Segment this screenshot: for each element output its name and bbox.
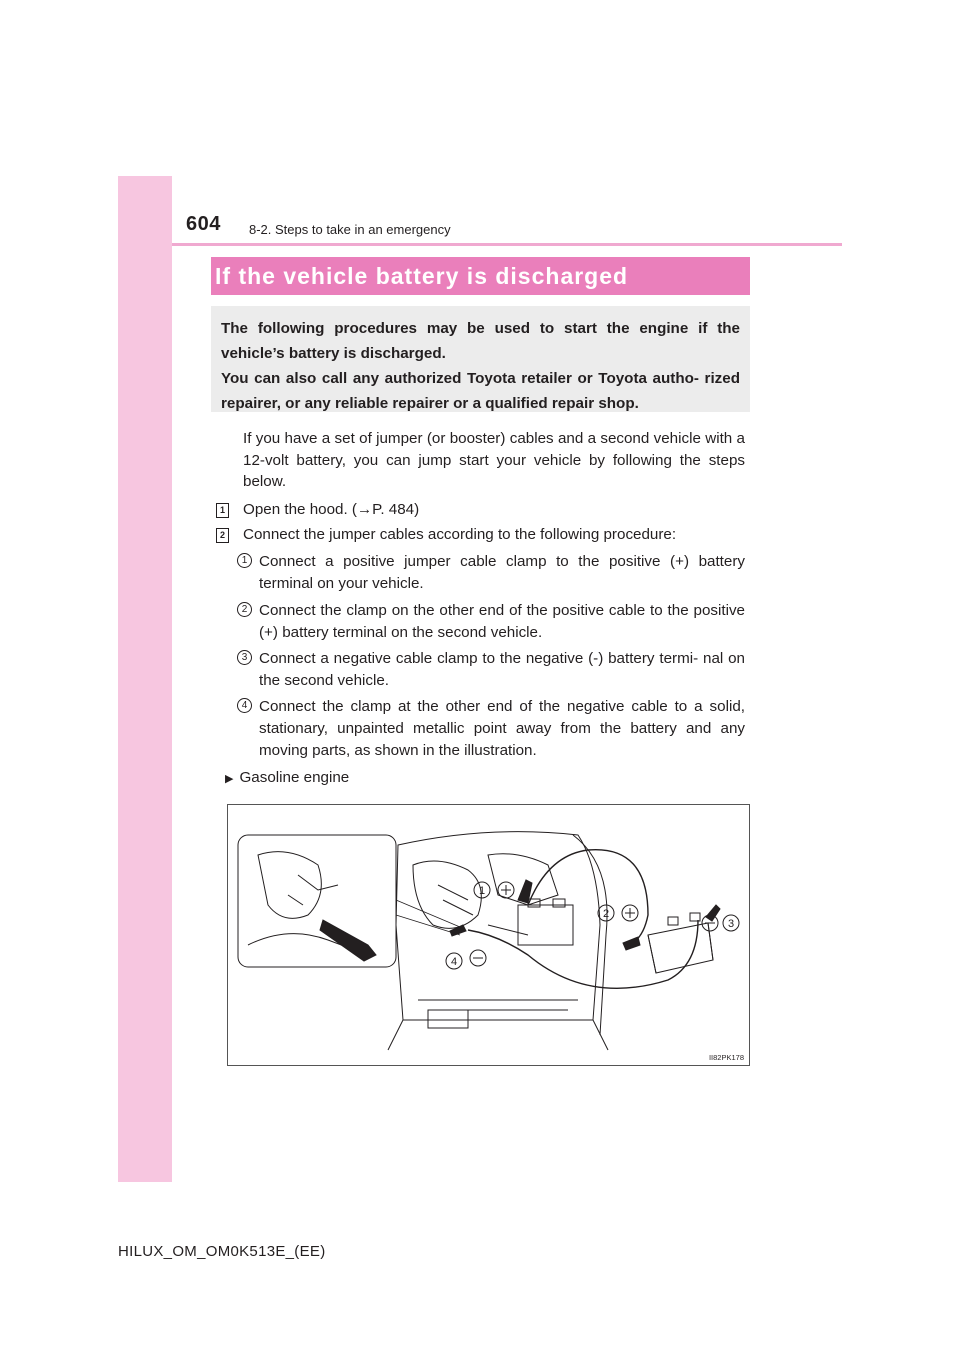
intro-box	[211, 306, 750, 412]
figure-code: II82PK178	[708, 1053, 744, 1062]
substep-text: Connect a positive jumper cable clamp to the positive (+) battery terminal on your vehicle.	[259, 553, 745, 592]
substep-number-circle: 3	[237, 650, 252, 665]
substep-text: Connect the clamp on the other end of the positive cable to the positive (+) battery terminal on the second vehicle.	[259, 602, 745, 641]
chapter-sidebar-tab	[118, 176, 172, 1182]
intro-line-2: You can also call any authorized Toyota retailer or Toyota autho- rized repairer, or any reliable repairer or a qualified repair shop.	[221, 370, 740, 412]
step-number-box: 1	[216, 503, 229, 518]
callout-1-label: 1	[478, 885, 486, 897]
substep-text: Connect the clamp at the other end of the negative cable to a solid, stationary, unpainted metallic point away from the battery and any moving parts, as shown in the illustration.	[259, 698, 745, 759]
substep-number-circle: 2	[237, 602, 252, 617]
callout-2-label: 2	[602, 908, 610, 920]
callout-4-label: 4	[450, 956, 458, 968]
step-number-box: 2	[216, 528, 229, 543]
jump-start-illustration	[227, 804, 750, 1066]
engine-bay-drawing	[228, 805, 749, 1065]
step-text: Open the hood. (→P. 484)	[243, 501, 420, 518]
step-text: Connect the jumper cables according to the following procedure:	[243, 526, 677, 543]
callout-3-label: 3	[727, 918, 735, 930]
bullet-text: Gasoline engine	[239, 769, 350, 786]
footer-doc-id: HILUX_OM_OM0K513E_(EE)	[118, 1243, 326, 1260]
intro-line-1: The following procedures may be used to start the engine if the vehicle’s battery is discharged.	[221, 320, 740, 362]
page-number: 604	[186, 213, 221, 235]
header-rule	[172, 243, 842, 246]
triangle-bullet-icon: ▶	[225, 773, 234, 785]
engine-type-bullet	[225, 768, 349, 789]
page-heading: If the vehicle battery is discharged	[211, 257, 750, 295]
substep-number-circle: 1	[237, 553, 252, 568]
substep-text: Connect a negative cable clamp to the negative (-) battery termi- nal on the second vehicle.	[259, 650, 745, 689]
body-paragraph: If you have a set of jumper (or booster) cables and a second vehicle with a 12-volt battery, you can jump start your vehicle by following the steps below.	[243, 430, 745, 490]
substep-number-circle: 4	[237, 698, 252, 713]
section-title: 8-2. Steps to take in an emergency	[249, 222, 451, 237]
